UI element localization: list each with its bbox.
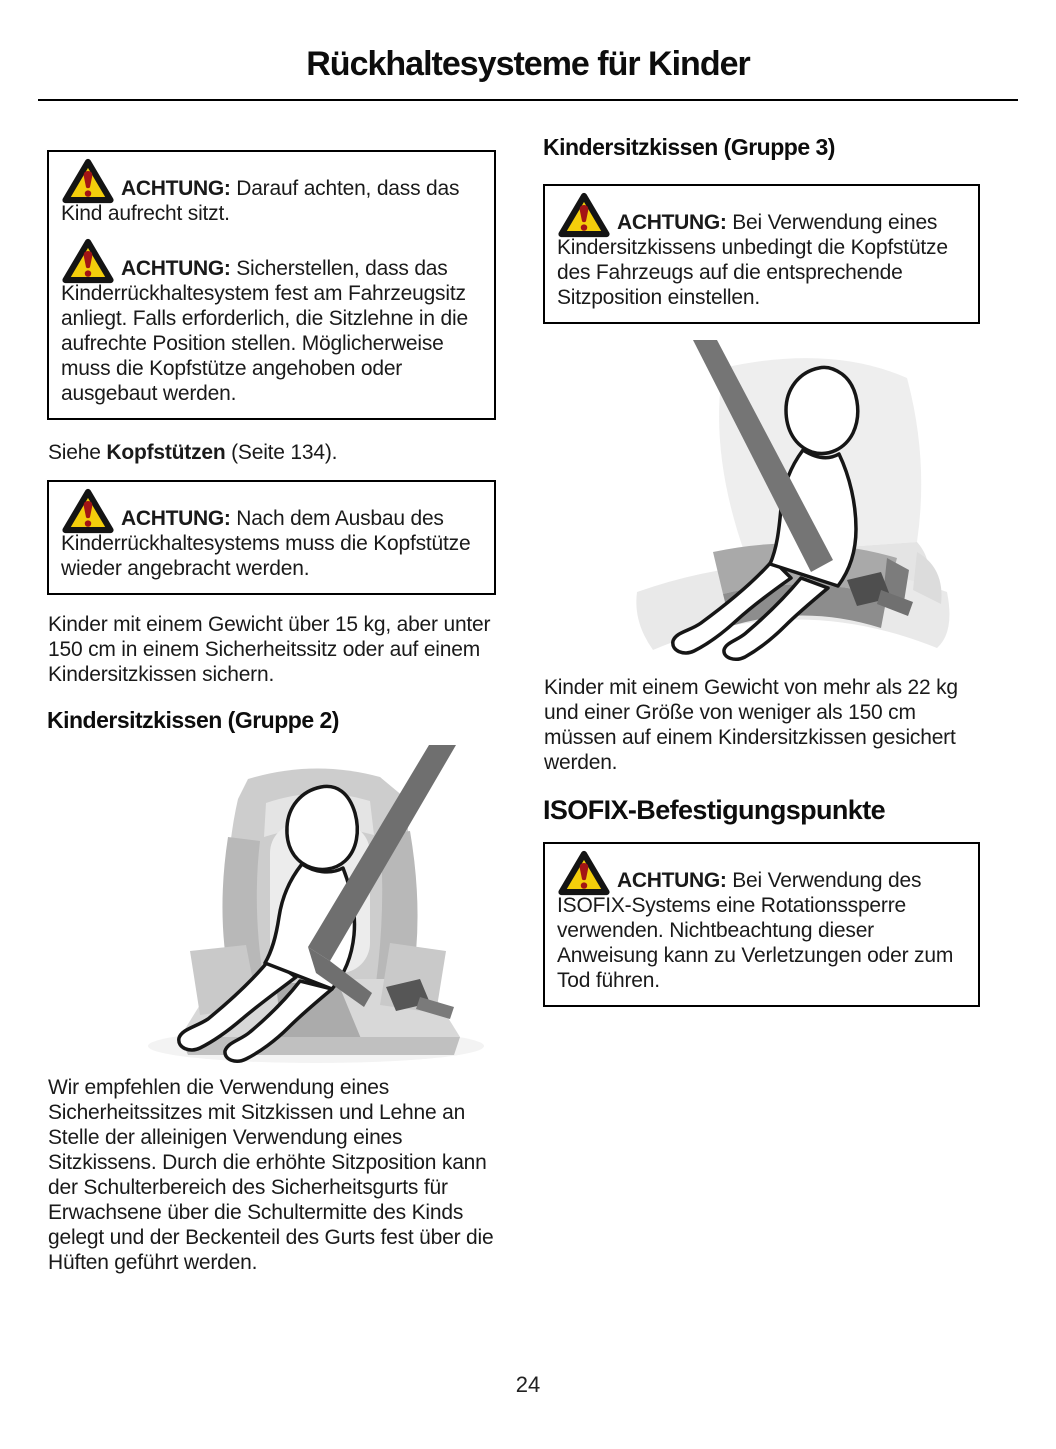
warning-text: ACHTUNG: Nach dem Ausbau des Kinderrückhaltesystems muss die Kopfstütze wieder angebracht werden. <box>61 507 471 580</box>
warning-item <box>557 210 966 310</box>
warning-triangle-icon <box>558 192 610 238</box>
warning-text: ACHTUNG: Darauf achten, dass das Kind aufrecht sitzt. <box>61 177 460 225</box>
heading-group2: Kindersitzkissen (Gruppe 2) <box>47 707 339 733</box>
title-divider <box>38 99 1018 101</box>
warning-text: ACHTUNG: Bei Verwendung eines Kindersitzkissens unbedingt die Kopfstütze des Fahrzeugs auf die entsprechende Sitzposition einstellen. <box>557 211 948 309</box>
heading-isofix: ISOFIX-Befestigungspunkte <box>543 795 886 825</box>
warning-triangle-icon <box>62 158 114 204</box>
warning-item <box>61 256 482 406</box>
warning-label: ACHTUNG: <box>121 177 231 200</box>
left-column <box>47 118 496 1275</box>
warning-item <box>557 868 966 993</box>
right-column <box>543 118 980 1007</box>
body-paragraph: Wir empfehlen die Verwendung eines Sicherheitssitzes mit Sitzkissen und Lehne an Stelle der alleinigen Verwendung eines Sitzkissens. Durch die erhöhte Sitzposition kann der Schulterbereich des Sicherheitsgurts für Erwachsene über die Schultermitte des Kinds gelegt und der Beckenteil des Gurts fest über die Hüften geführt werden. <box>48 1076 494 1274</box>
warning-label: ACHTUNG: <box>617 869 727 892</box>
body-paragraph: Kinder mit einem Gewicht von mehr als 22 kg und einer Größe von weniger als 150 cm müssen auf einem Kindersitzkissen gesichert werden. <box>544 676 958 774</box>
warning-item <box>61 506 482 581</box>
cross-reference: Siehe Kopfstützen (Seite 134). <box>48 441 338 464</box>
warning-box-headrest-position <box>543 184 980 324</box>
heading-group3: Kindersitzkissen (Gruppe 3) <box>543 134 835 160</box>
warning-box-sitting-upright <box>47 150 496 420</box>
booster-cushion-illustration <box>595 340 980 662</box>
page-number: 24 <box>515 1372 541 1397</box>
warning-triangle-icon <box>62 238 114 284</box>
warning-triangle-icon <box>558 850 610 896</box>
body-paragraph: Kinder mit einem Gewicht über 15 kg, aber unter 150 cm in einem Sicherheitssitz oder auf einem Kindersitzkissen sichern. <box>48 613 491 686</box>
cross-reference-target: Kopfstützen <box>106 441 226 464</box>
illustration-booster-cushion-group3 <box>543 340 980 662</box>
warning-triangle-icon <box>62 488 114 534</box>
warning-text: ACHTUNG: Sicherstellen, dass das Kinderrückhaltesystem fest am Fahrzeugsitz anliegt. Falls erforderlich, die Sitzlehne in die aufrechte Position stellen. Möglicherweise muss die Kopfstütze angehoben oder ausgebaut werden. <box>61 257 468 405</box>
warning-label: ACHTUNG: <box>617 211 727 234</box>
warning-text: ACHTUNG: Bei Verwendung des ISOFIX-Systems eine Rotationssperre verwenden. Nichtbeachtung dieser Anweisung kann zu Verletzungen oder zum Tod führen. <box>557 869 954 992</box>
warning-item <box>61 176 482 226</box>
warning-box-headrest-refit <box>47 480 496 595</box>
illustration-booster-seat-group2 <box>47 745 496 1067</box>
warning-label: ACHTUNG: <box>121 257 231 280</box>
booster-seat-illustration <box>124 745 496 1067</box>
warning-box-isofix-rotation-lock <box>543 842 980 1007</box>
warning-label: ACHTUNG: <box>121 507 231 530</box>
page-title: Rückhaltesysteme für Kinder <box>306 45 750 83</box>
